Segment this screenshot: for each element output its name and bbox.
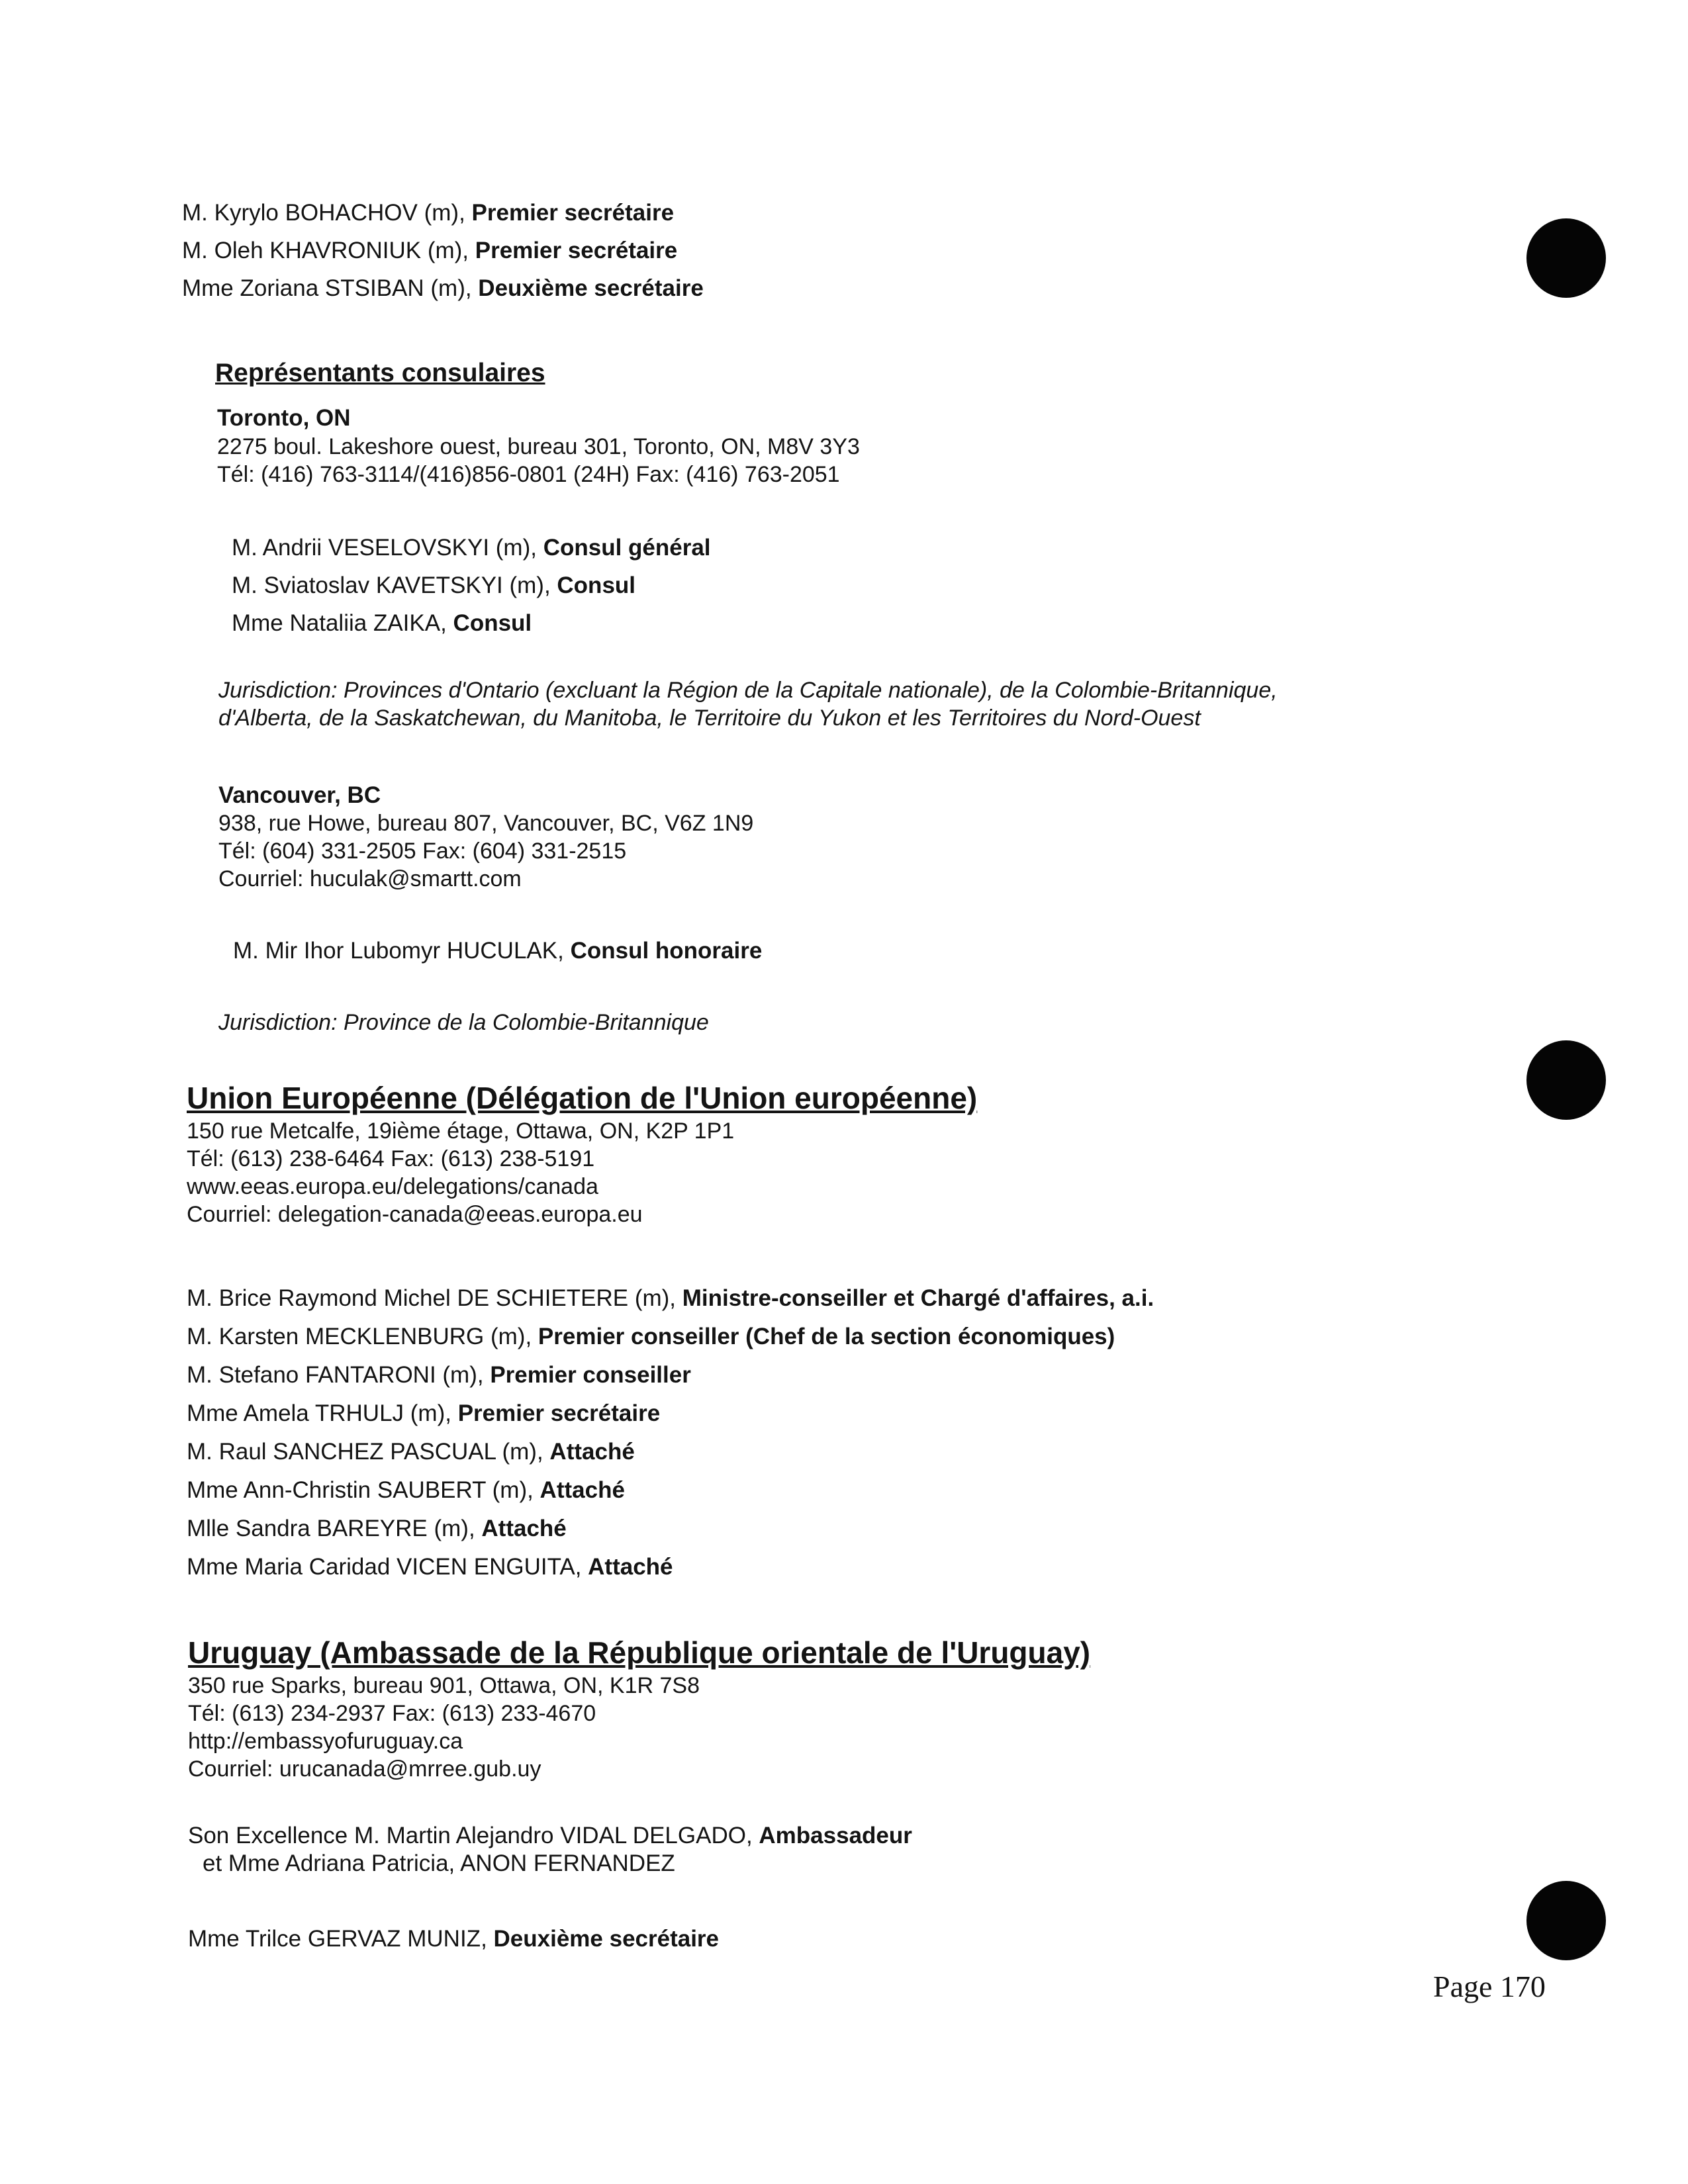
punch-hole [1526, 218, 1606, 298]
staff-entry [187, 1514, 567, 1543]
staff-entry [187, 1437, 635, 1467]
staff-entry [232, 533, 711, 563]
staff-entry [187, 1399, 660, 1428]
staff-name: Mme Ann-Christin SAUBERT (m), [187, 1477, 540, 1503]
staff-name: Mme Trilce GERVAZ MUNIZ, [188, 1926, 494, 1952]
staff-title: Premier secrétaire [457, 1400, 661, 1426]
consulate-phone: Tél: (416) 763-3114/(416)856-0801 (24H) Fax: (416) 763-2051 [217, 462, 840, 487]
mission-phone: Tél: (613) 234-2937 Fax: (613) 233-4670 [188, 1701, 596, 1726]
punch-hole [1526, 1881, 1606, 1960]
staff-title: Consul [453, 610, 532, 636]
staff-entry [182, 236, 677, 265]
staff-title: Premier conseiller [490, 1362, 691, 1388]
jurisdiction-text: Jurisdiction: Provinces d'Ontario (excluant la Région de la Capitale nationale), de la Colombie-Britannique, [218, 678, 1278, 703]
consulate-city: Vancouver, BC [218, 782, 381, 808]
mission-website: http://embassyofuruguay.ca [188, 1729, 463, 1754]
consulate-phone: Tél: (604) 331-2505 Fax: (604) 331-2515 [218, 839, 627, 864]
mission-address: 150 rue Metcalfe, 19ième étage, Ottawa, ON, K2P 1P1 [187, 1118, 735, 1144]
staff-name: Mme Nataliia ZAIKA, [232, 610, 453, 636]
staff-entry [188, 1925, 719, 1954]
staff-name: M. Mir Ihor Lubomyr HUCULAK, [233, 938, 571, 964]
mission-website: www.eeas.europa.eu/delegations/canada [187, 1174, 598, 1199]
staff-name: M. Sviatoslav KAVETSKYI (m), [232, 572, 557, 598]
page-number: Page 170 [1433, 1970, 1546, 2003]
consulate-address: 2275 boul. Lakeshore ouest, bureau 301, Toronto, ON, M8V 3Y3 [217, 434, 860, 459]
mission-address: 350 rue Sparks, bureau 901, Ottawa, ON, K1R 7S8 [188, 1673, 700, 1698]
staff-entry [187, 1553, 673, 1582]
staff-entry [187, 1361, 691, 1390]
staff-title: Premier secrétaire [475, 238, 678, 263]
staff-title: Consul [557, 572, 636, 598]
staff-name: M. Andrii VESELOVSKYI (m), [232, 535, 543, 561]
ambassador-entry [188, 1821, 912, 1850]
staff-title: Attaché [539, 1477, 625, 1503]
staff-title: Premier secrétaire [471, 200, 675, 226]
staff-name: M. Kyrylo BOHACHOV (m), [182, 200, 472, 226]
staff-title: Attaché [481, 1516, 567, 1541]
mission-phone: Tél: (613) 238-6464 Fax: (613) 238-5191 [187, 1146, 595, 1171]
consulate-email: Courriel: huculak@smartt.com [218, 866, 522, 891]
staff-name: Son Excellence M. Martin Alejandro VIDAL DELGADO, [188, 1823, 759, 1848]
consulate-address: 938, rue Howe, bureau 807, Vancouver, BC, V6Z 1N9 [218, 811, 754, 836]
staff-name: Mlle Sandra BAREYRE (m), [187, 1516, 482, 1541]
staff-entry [187, 1322, 1115, 1351]
staff-name: Mme Zoriana STSIBAN (m), [182, 275, 479, 301]
staff-name: M. Raul SANCHEZ PASCUAL (m), [187, 1439, 550, 1465]
staff-title: Deuxième secrétaire [478, 275, 704, 301]
staff-entry [232, 609, 532, 638]
staff-title: Consul général [543, 535, 711, 561]
staff-title: Attaché [549, 1439, 635, 1465]
staff-title: Ambassadeur [759, 1823, 912, 1848]
staff-entry [182, 274, 704, 303]
staff-name: M. Brice Raymond Michel DE SCHIETERE (m), [187, 1285, 682, 1311]
staff-title: Consul honoraire [570, 938, 763, 964]
section-heading-consular: Représentants consulaires [215, 359, 545, 387]
staff-title: Ministre-conseiller et Chargé d'affaires, a.i. [682, 1285, 1154, 1311]
staff-entry [232, 571, 635, 600]
staff-name: M. Oleh KHAVRONIUK (m), [182, 238, 475, 263]
staff-title: Deuxième secrétaire [493, 1926, 720, 1952]
staff-entry [187, 1284, 1154, 1313]
staff-title: Premier conseiller (Chef de la section économiques) [538, 1324, 1115, 1349]
jurisdiction-text: Jurisdiction: Province de la Colombie-Britannique [218, 1010, 709, 1035]
jurisdiction-text: d'Alberta, de la Saskatchewan, du Manitoba, le Territoire du Yukon et les Territoires du Nord-Ouest [218, 705, 1201, 731]
mission-email: Courriel: urucanada@mrree.gub.uy [188, 1756, 541, 1782]
mission-email: Courriel: delegation-canada@eeas.europa.eu [187, 1202, 643, 1227]
section-heading-uruguay: Uruguay (Ambassade de la République orientale de l'Uruguay) [188, 1635, 1091, 1670]
consulate-city: Toronto, ON [217, 405, 351, 431]
staff-entry [187, 1476, 625, 1505]
staff-name: M. Karsten MECKLENBURG (m), [187, 1324, 538, 1349]
staff-title: Attaché [588, 1554, 673, 1580]
staff-name: Mme Maria Caridad VICEN ENGUITA, [187, 1554, 588, 1580]
staff-entry [182, 199, 674, 228]
ambassador-spouse: et Mme Adriana Patricia, ANON FERNANDEZ [203, 1850, 675, 1876]
staff-entry [233, 936, 762, 966]
staff-name: M. Stefano FANTARONI (m), [187, 1362, 491, 1388]
punch-hole [1526, 1040, 1606, 1120]
staff-name: Mme Amela TRHULJ (m), [187, 1400, 458, 1426]
section-heading-eu: Union Européenne (Délégation de l'Union européenne) [187, 1081, 978, 1115]
